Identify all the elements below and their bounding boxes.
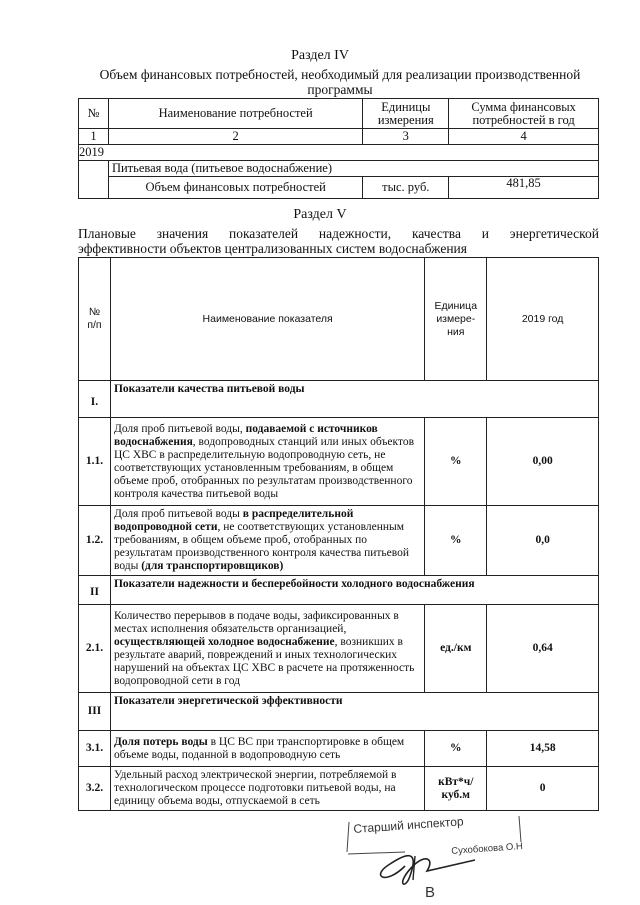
section-title: Показатели энергетической эффективности <box>110 693 598 731</box>
col-number-2: 2 <box>108 129 362 145</box>
row-name: Объем финансовых потребностей <box>108 177 362 199</box>
section4-subtitle-line1: Объем финансовых потребностей, необходимый для реализации производственной <box>99 67 581 82</box>
col-number-1: 1 <box>79 129 109 145</box>
row-number: 3.2. <box>79 767 111 811</box>
header-sum-line1: Сумма финансовых <box>471 99 576 114</box>
row-description: Доля проб питьевой воды, подаваемой с источников водоснабжения, водопроводных станций или иных объектов ЦС ХВС в распределительную водопроводную сеть, не соответствующих установленным требованиям, в общем объеме проб, отобранных по результатам производственного контроля качества питьевой воды <box>110 418 424 506</box>
row-number: 1.2. <box>79 506 111 576</box>
column-numbers-row <box>79 129 599 145</box>
row-unit: % <box>425 731 487 767</box>
year-cell: 2019 <box>79 145 599 161</box>
financial-needs-table <box>78 98 599 199</box>
row-description: Удельный расход электрической энергии, потребляемой в технологическом процессе подготовки питьевой воды, на единицу объема воды, отпускаемой в сеть <box>110 767 424 811</box>
row-unit: % <box>425 418 487 506</box>
section5-intro-line1: Плановые значения показателей надежности, качества и энергетической <box>78 226 599 241</box>
header-year: 2019 год <box>487 258 599 381</box>
row-value: 0,64 <box>487 605 599 693</box>
row-number: 2.1. <box>79 605 111 693</box>
section-number: III <box>79 693 111 731</box>
table-row <box>79 767 599 811</box>
row-unit-line2: куб.м <box>441 788 471 801</box>
col-number-4: 4 <box>449 129 599 145</box>
row-value: 0,0 <box>487 506 599 576</box>
row-description: Доля потерь воды в ЦС ВС при транспортировке в общем объеме воды, поданной в водопроводную сеть <box>110 731 424 767</box>
section-number: II <box>79 576 111 605</box>
header-pp-line2: п/п <box>87 319 102 331</box>
category-row <box>79 161 599 177</box>
section4-title: Раздел IV <box>291 48 349 63</box>
section-title: Показатели надежности и бесперебойности холодного водоснабжения <box>110 576 598 605</box>
header-pp <box>79 258 111 381</box>
row-description: Количество перерывов в подаче воды, зафиксированных в местах исполнения обязательств организацией, осуществляющей холодное водоснабжение, возникших в результате аварий, повреждений и иных технологических нарушений на объектах ЦС ХВС в расчете на протяженность водопроводной сети в год <box>110 605 424 693</box>
section-row-reliability <box>79 576 599 605</box>
row-unit-line1: кВт*ч/ <box>438 775 474 788</box>
header-indicator-unit <box>425 258 487 381</box>
header-unit <box>363 99 449 129</box>
table-header-row <box>79 99 599 129</box>
row-number: 3.1. <box>79 731 111 767</box>
header-sum-line2: потребностей в год <box>472 112 575 127</box>
section-number: I. <box>79 381 111 418</box>
header-pp-line1: № <box>88 306 101 318</box>
col-number-3: 3 <box>363 129 449 145</box>
inspector-stamp <box>345 812 525 902</box>
header-indicator-unit-line3: ния <box>447 325 465 338</box>
row-unit: тыс. руб. <box>363 177 449 199</box>
table-row <box>79 731 599 767</box>
section5-intro-line2: эффективности объектов централизованных систем водоснабжения <box>78 241 467 256</box>
indicators-header-row <box>79 258 599 381</box>
indicators-table <box>78 257 599 811</box>
financial-needs-row <box>79 177 599 199</box>
row-number: 1.1. <box>79 418 111 506</box>
section-row-quality <box>79 381 599 418</box>
stamp-letter: В <box>425 884 436 901</box>
row-unit: % <box>425 506 487 576</box>
row-value: 0,00 <box>487 418 599 506</box>
header-indicator-name: Наименование показателя <box>110 258 424 381</box>
row-value: 0 <box>487 767 599 811</box>
section-title: Показатели качества питьевой воды <box>110 381 598 418</box>
table-row <box>79 506 599 576</box>
table-row <box>79 605 599 693</box>
header-number: № <box>79 99 109 129</box>
category-cell: Питьевая вода (питьевое водоснабжение) <box>108 161 448 177</box>
row-unit: ед./км <box>425 605 487 693</box>
table-row <box>79 418 599 506</box>
header-name: Наименование потребностей <box>108 99 362 129</box>
header-unit-line1: Единицы <box>381 99 431 114</box>
section4-subtitle-line2: программы <box>307 82 373 97</box>
stamp-title: Старший инспектор <box>353 814 465 836</box>
section-row-energy <box>79 693 599 731</box>
row-value: 14,58 <box>487 731 599 767</box>
row-description: Доля проб питьевой воды в распределительной водопроводной сети, не соответствующих установленным требованиям, в общем объеме проб, отобранных по результатам производственного контроля качества питьевой воды (для транспортировщиков) <box>110 506 424 576</box>
row-value: 481,85 <box>449 177 599 199</box>
row-unit <box>425 767 487 811</box>
header-indicator-unit-line2: измере- <box>436 312 476 325</box>
header-sum <box>449 99 599 129</box>
stamp-name: Сухобокова О.Н <box>451 841 524 857</box>
header-unit-line2: измерения <box>377 112 434 127</box>
year-row <box>79 145 599 161</box>
section5-title: Раздел V <box>293 207 347 222</box>
header-indicator-unit-line1: Единица <box>434 299 478 312</box>
